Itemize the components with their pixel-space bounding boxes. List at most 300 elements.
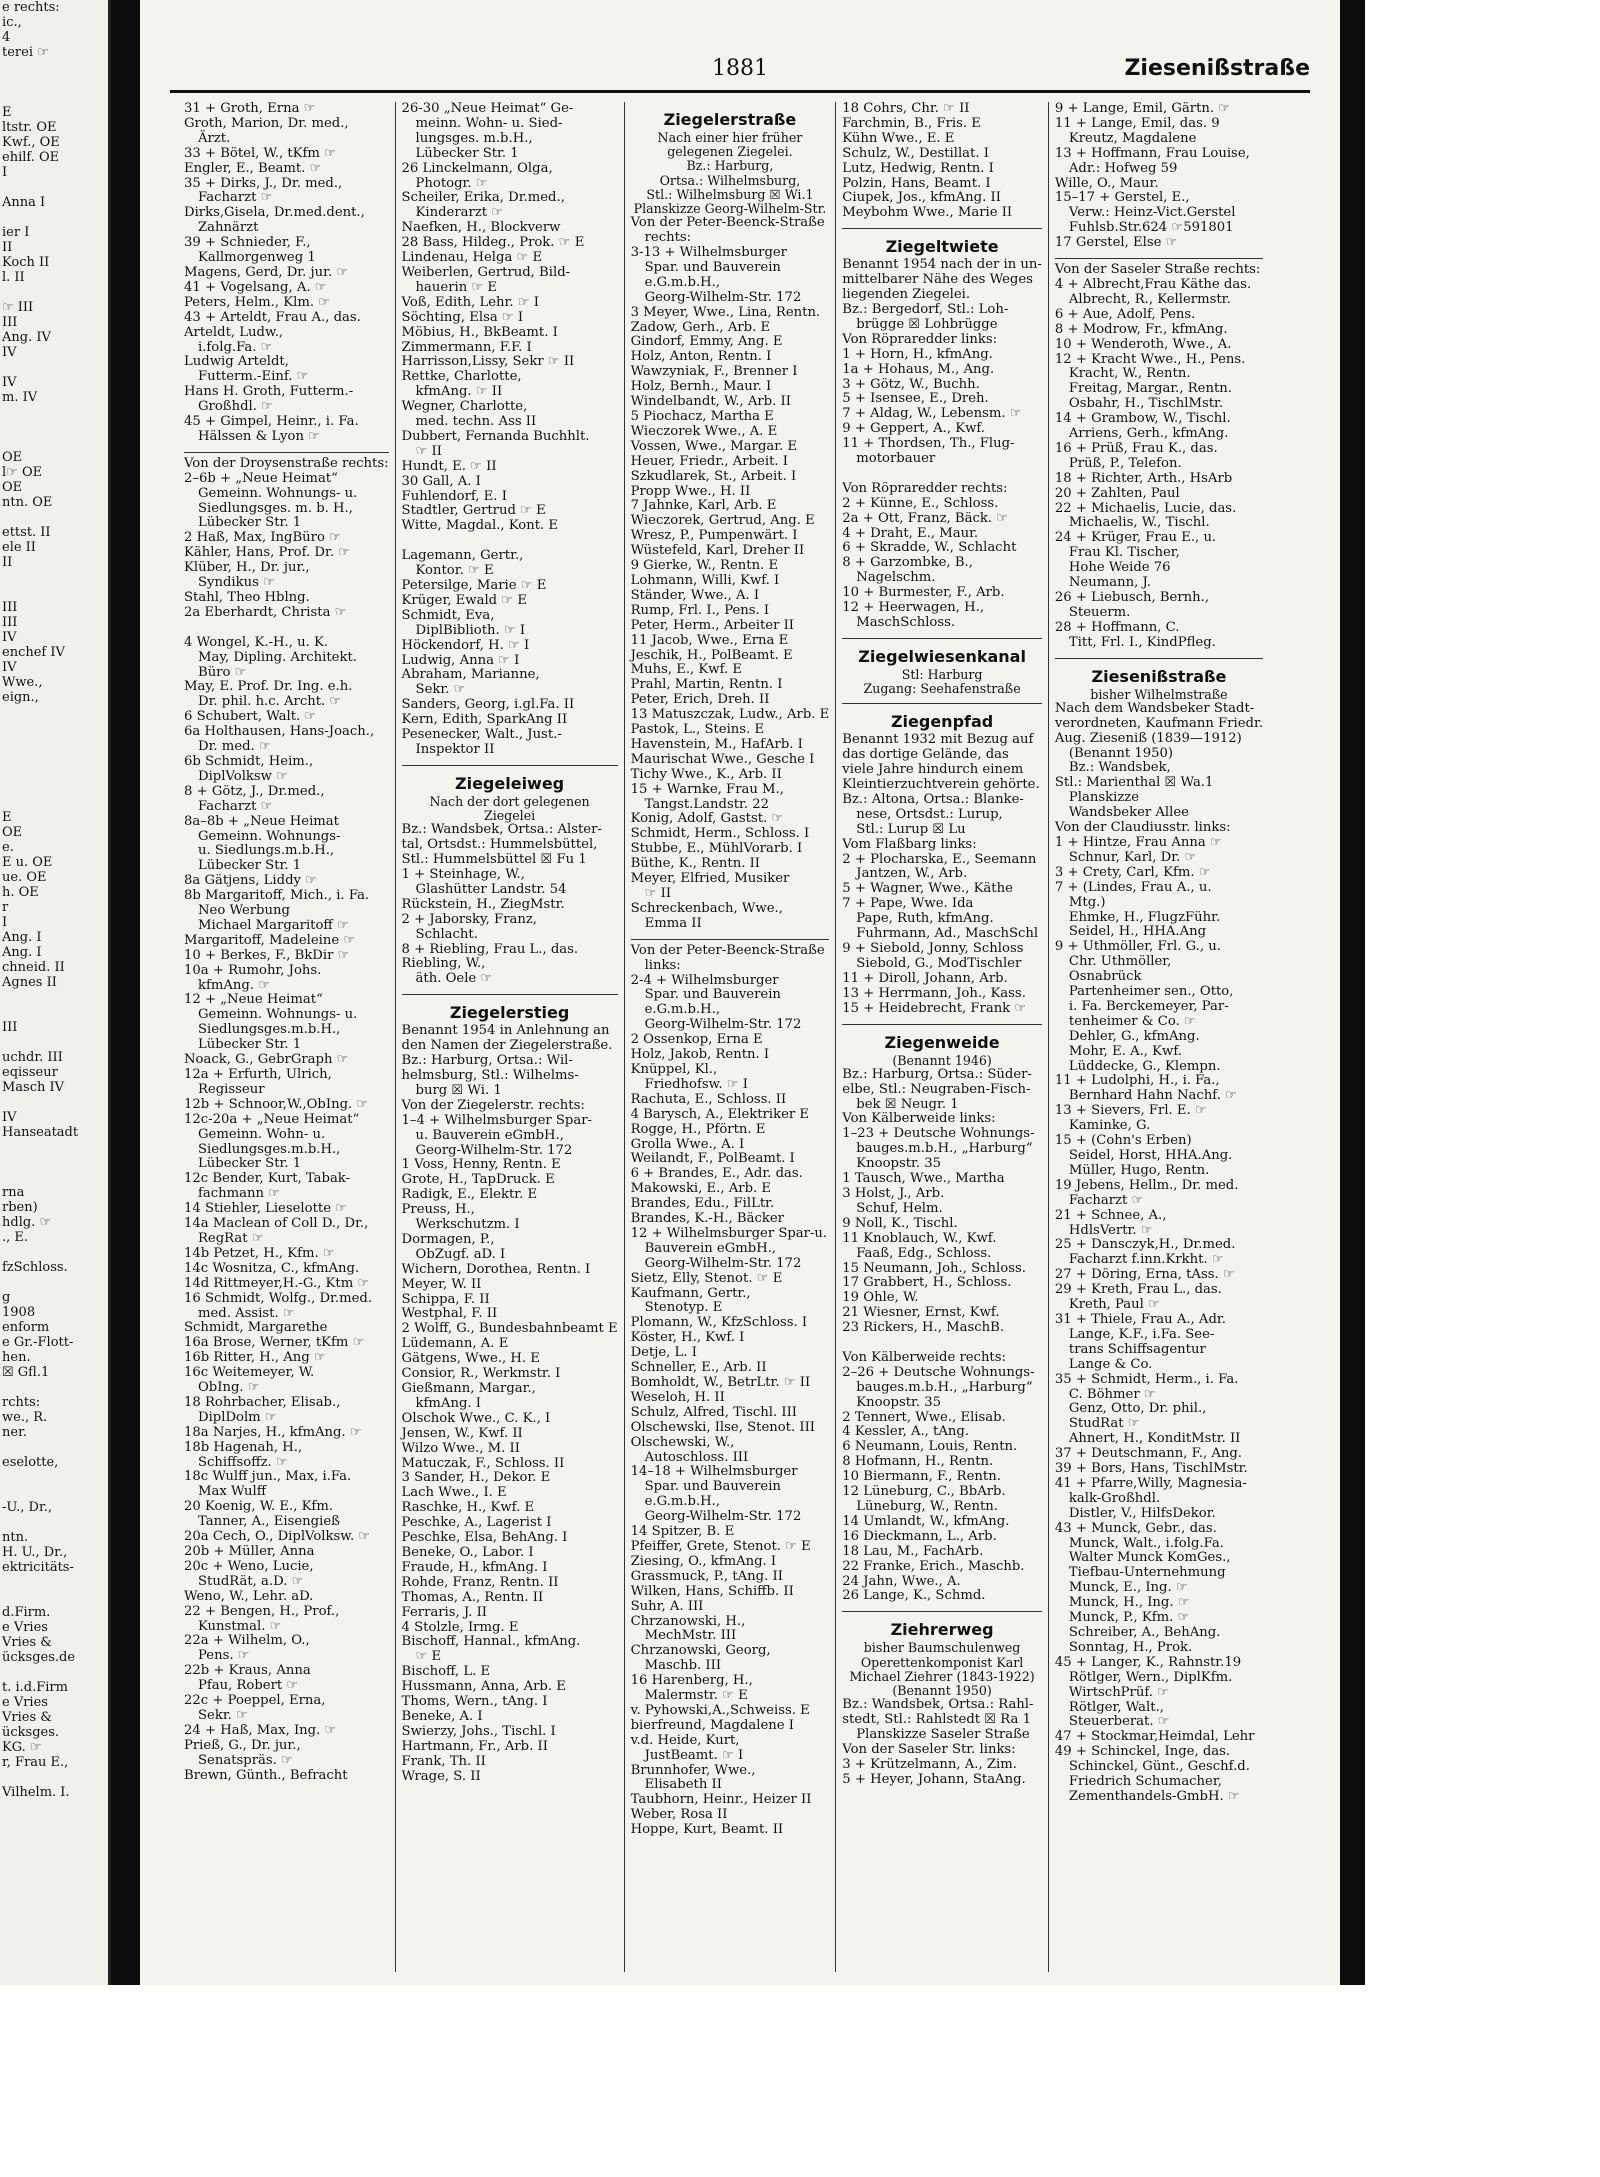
directory-entry: 22b + Kraus, Anna — [184, 1663, 311, 1679]
directory-entry: Partenheimer sen., Otto, — [1068, 984, 1234, 1000]
street-heading: Ziegenpfad — [890, 712, 994, 732]
left-page-fragment: III — [2, 615, 18, 630]
directory-entry: Harrisson,Lissy, Sekr ☞ II — [401, 354, 575, 370]
left-page-fragment: E — [2, 105, 12, 120]
left-page-fragment — [0, 765, 108, 780]
directory-entry: Stenotyp. E — [644, 1300, 723, 1316]
directory-entry: 45 + Gimpel, Heinr., i. Fa. — [184, 414, 359, 430]
directory-entry: Brewn, Günth., Befracht — [184, 1767, 348, 1783]
directory-entry: fachmann ☞ — [198, 1186, 280, 1202]
directory-entry: Noack, G., GebrGraph ☞ — [184, 1052, 349, 1068]
directory-entry: Stadtler, Gertrud ☞ E — [401, 503, 546, 519]
directory-entry: Wilzo Wwe., M. II — [401, 1440, 520, 1456]
left-page-fragment: terei ☞ — [2, 45, 49, 60]
directory-entry: Olschok Wwe., C. K., I — [401, 1410, 551, 1426]
left-page-fragment: ücksges.de — [2, 1650, 76, 1665]
directory-entry: 24 + Krüger, Frau E., u. — [1054, 530, 1217, 546]
directory-entry: 9 Noll, K., Tischl. — [842, 1215, 958, 1231]
directory-entry: Voß, Edith, Lehr. ☞ I — [401, 294, 539, 310]
directory-entry: Plomann, W., KfzSchloss. I — [630, 1315, 808, 1331]
directory-entry: 21 Wiesner, Ernst, Kwf. — [842, 1305, 1000, 1321]
directory-entry: Walter Munck KomGes., — [1068, 1550, 1231, 1566]
left-page-fragment — [0, 1005, 108, 1020]
directory-entry: 41 + Vogelsang, A. ☞ — [184, 279, 327, 295]
directory-entry: Bauverein eGmbH., — [644, 1240, 777, 1256]
directory-entry: Kinderarzt ☞ — [415, 205, 504, 221]
directory-entry: 28 + Hoffmann, C. — [1054, 619, 1180, 635]
directory-entry: motorbauer — [856, 451, 936, 467]
directory-entry: Steuerberat. ☞ — [1068, 1714, 1170, 1730]
directory-entry: JustBeamt. ☞ I — [644, 1747, 744, 1763]
directory-entry: 8a Gätjens, Liddy ☞ — [184, 873, 318, 889]
left-page-fragment: Hanseatadt — [2, 1125, 79, 1140]
directory-entry: Hoppe, Kurt, Beamt. II — [630, 1822, 784, 1838]
directory-entry: e.G.m.b.H., — [644, 1002, 721, 1018]
street-note: Planskizze Georg-Wilhelm-Str. — [633, 201, 827, 217]
directory-entry: Prüß, P., Telefon. — [1068, 455, 1182, 471]
directory-entry: 20b + Müller, Anna — [184, 1544, 315, 1559]
directory-entry: 25 + Dansczyk,H., Dr.med. — [1054, 1237, 1236, 1253]
directory-entry: tenheimer & Co. ☞ — [1068, 1013, 1196, 1029]
directory-entry: Hälssen & Lyon ☞ — [198, 428, 320, 444]
left-page-fragment: d.Firm. — [2, 1605, 51, 1620]
directory-entry: Friedrich Schumacher, — [1068, 1774, 1222, 1790]
directory-entry: ObZugf. aD. I — [415, 1246, 506, 1262]
directory-entry: 3 Sander, H., Dekor. E — [401, 1470, 551, 1486]
directory-entry: Lübecker Str. 1 — [198, 858, 302, 874]
left-page-fragment: IV — [2, 660, 17, 675]
directory-entry: Gemeinn. Wohnungs- — [198, 828, 341, 844]
directory-entry: Tiefbau-Unternehmung — [1068, 1565, 1226, 1581]
left-page-fragment: we., R. — [2, 1410, 48, 1425]
directory-entry: Benannt 1954 nach der in un- — [842, 257, 1042, 273]
directory-entry: Spar. und Bauverein — [644, 1479, 781, 1495]
left-page-fragment: Vries & — [2, 1710, 52, 1725]
directory-entry: Olschewski, W., — [630, 1434, 735, 1450]
directory-entry: 12 + Wilhelmsburger Spar-u. — [630, 1225, 828, 1241]
directory-entry: 10 Biermann, F., Rentn. — [842, 1469, 1001, 1485]
directory-entry: Raschke, H., Kwf. E — [401, 1500, 535, 1516]
directory-entry: stedt, Stl.: Rahlstedt ☒ Ra 1 — [842, 1712, 1031, 1728]
directory-entry: Ludwig Arteldt, — [184, 354, 289, 370]
left-page-fragment: eqisseur — [2, 1065, 58, 1080]
directory-entry: C. Böhmer ☞ — [1068, 1386, 1156, 1402]
left-page-fragment: e Vries — [2, 1620, 48, 1635]
directory-entry: WirtschPrüf. ☞ — [1068, 1684, 1169, 1700]
directory-entry: Georg-Wilhelm-Str. 172 — [644, 289, 802, 305]
directory-entry: brügge ☒ Lohbrügge — [856, 316, 998, 332]
directory-entry: 6a Holthausen, Hans-Joach., — [184, 724, 375, 740]
directory-entry: Meybohm Wwe., Marie II — [842, 205, 1013, 221]
directory-entry: Wresz, P., Pumpenwärt. I — [630, 528, 798, 544]
directory-entry: Von Röpraredder links: — [842, 331, 998, 347]
directory-entry: Kallmorgenweg 1 — [198, 250, 316, 266]
street-note: bisher Baumschulenweg — [863, 1640, 1021, 1656]
directory-entry: 26 + Liebusch, Bernh., — [1054, 590, 1210, 605]
directory-entry: 18 Rohrbacher, Elisab., — [184, 1394, 341, 1410]
directory-entry: Planskizze Saseler Straße — [856, 1726, 1030, 1742]
directory-entry: Lagemann, Gertr., — [401, 548, 524, 564]
left-page-fragment: fzSchloss. — [2, 1260, 68, 1275]
street-note: Nach einer hier früher — [657, 130, 803, 145]
directory-entry: 19 Jebens, Hellm., Dr. med. — [1054, 1177, 1239, 1193]
directory-entry: Wrage, S. II — [401, 1768, 481, 1784]
left-page-fragment: Vilhelm. I. — [2, 1785, 70, 1800]
directory-entry: Holz, Bernh., Maur. I — [630, 379, 772, 395]
directory-entry: Stahl, Theo Hblng. — [184, 590, 310, 605]
directory-entry: nese, Ortsdst.: Lurup, — [856, 806, 1003, 822]
directory-entry: Wegner, Charlotte, — [401, 399, 528, 415]
directory-entry: 14 Spitzer, B. E — [630, 1524, 735, 1540]
directory-entry: 6 + Brandes, E., Adr. das. — [630, 1166, 803, 1182]
left-page-fragment — [0, 405, 108, 420]
left-page-fragment: eselotte, — [2, 1455, 59, 1470]
directory-entry: Meyer, Elfried, Musiker — [630, 871, 790, 887]
directory-entry: 15 + Heidebrecht, Frank ☞ — [842, 1000, 1027, 1016]
directory-entry: 45 + Langer, K., Rahnstr.19 — [1054, 1654, 1242, 1670]
left-page-fragment: ner. — [2, 1425, 27, 1440]
left-page-fragment: ☞ III — [2, 300, 34, 315]
directory-entry: Von Kälberweide rechts: — [842, 1349, 1006, 1365]
directory-entry: Spar. und Bauverein — [644, 259, 781, 275]
directory-entry: Benannt 1954 in Anlehnung an — [401, 1023, 610, 1039]
directory-entry: Distler, V., HilfsDekor. — [1068, 1505, 1216, 1521]
street-note: gelegenen Ziegelei. — [667, 144, 793, 160]
directory-entry: Elisabeth II — [644, 1777, 722, 1793]
section-divider — [842, 638, 1042, 639]
directory-entry: Osnabrück — [1068, 969, 1142, 985]
left-page-fragment — [0, 1095, 108, 1110]
directory-entry: Zimmermann, F.F. I — [401, 339, 532, 355]
left-page-fragment: Wwe., — [2, 675, 43, 690]
directory-entry: Grolla Wwe., A. I — [630, 1136, 745, 1152]
directory-entry: Wille, O., Maur. — [1054, 175, 1159, 191]
directory-column — [1049, 102, 1269, 1972]
left-page-fragment — [0, 990, 108, 1005]
directory-entry: 35 + Dirks, J., Dr. med., — [184, 175, 343, 191]
directory-entry: Szkudlarek, St., Arbeit. I — [630, 468, 797, 484]
directory-entry: 29 + Kreth, Frau L., das. — [1054, 1282, 1222, 1298]
directory-entry: Wawzyniak, F., Brenner I — [630, 364, 798, 380]
directory-entry: 2-4 + Wilhelmsburger — [630, 972, 779, 988]
directory-entry: 22 + Michaelis, Lucie, das. — [1054, 500, 1237, 516]
directory-entry: 20 + Zahlten, Paul — [1054, 485, 1180, 501]
directory-entry: Naefken, H., Blockverw — [401, 220, 561, 236]
directory-entry: Ahnert, H., KonditMstr. II — [1068, 1431, 1241, 1447]
directory-entry: Peter, Herm., Arbeiter II — [630, 617, 795, 633]
directory-entry: 16 Schmidt, Wolfg., Dr.med. — [184, 1290, 373, 1306]
left-page-fragment: r — [2, 900, 9, 915]
directory-entry: 20 Koenig, W. E., Kfm. — [184, 1499, 334, 1515]
directory-entry: 12 + Heerwagen, H., — [842, 600, 985, 616]
left-page-fragment: ücksges. — [2, 1725, 60, 1740]
directory-entry: Facharzt f.inn.Krkht. ☞ — [1068, 1252, 1224, 1268]
directory-entry: Neumann, J. — [1068, 575, 1151, 591]
directory-entry: 6b Schmidt, Heim., — [184, 753, 314, 769]
directory-entry: Nach dem Wandsbeker Stadt- — [1054, 700, 1255, 716]
left-page-fragment: rben) — [2, 1200, 38, 1215]
directory-entry: Siedlungsges.m.b.H., — [198, 1022, 341, 1038]
left-page-fragment: r, Frau E., — [2, 1755, 69, 1770]
directory-entry: Kreth, Paul ☞ — [1068, 1297, 1160, 1313]
directory-entry: Bz.: Bergedorf, Stl.: Loh- — [842, 301, 1009, 317]
left-page-fragment: IV — [2, 1110, 17, 1125]
left-page-fragment: 1908 — [2, 1305, 36, 1320]
directory-entry: StudRat ☞ — [1068, 1416, 1140, 1432]
directory-entry: 7 + Aldag, W., Lebensm. ☞ — [842, 406, 1022, 422]
left-page-fragment — [0, 75, 108, 90]
street-note: bisher Wilhelmstraße — [1090, 686, 1228, 702]
directory-entry: den Namen der Ziegelerstraße. — [401, 1038, 613, 1054]
left-page-fragment: ehilf. OE — [2, 150, 60, 165]
directory-entry: Kern, Edith, SparkAng II — [401, 712, 568, 728]
directory-entry: Rohde, Franz, Rentn. II — [401, 1574, 559, 1590]
left-page-fragment: H. U., Dr., — [2, 1545, 68, 1560]
directory-entry: Seidel, Horst, HHA.Ang. — [1068, 1148, 1233, 1164]
directory-entry: Chrzanowski, Georg, — [630, 1643, 771, 1659]
directory-entry: Tangst.Landstr. 22 — [644, 796, 770, 812]
directory-entry: Bomholdt, W., BetrLtr. ☞ II — [630, 1375, 811, 1390]
directory-entry: Hussmann, Anna, Arb. E — [401, 1679, 566, 1695]
directory-entry: Bz.: Altona, Ortsa.: Blanke- — [842, 791, 1024, 807]
header-rule — [170, 90, 1310, 93]
left-page-fragment — [0, 1590, 108, 1605]
directory-entry: Thoms, Wern., tAng. I — [401, 1694, 548, 1710]
directory-entry: 39 + Schnieder, F., — [184, 235, 311, 251]
directory-entry: 18c Wulff jun., Max, i.Fa. — [184, 1469, 352, 1485]
left-page-fragment — [0, 705, 108, 720]
directory-entry: Hans H. Groth, Futterm.- — [184, 384, 354, 400]
left-page-fragment: chneid. II — [2, 960, 65, 975]
directory-entry: 12a + Erfurth, Ulrich, — [184, 1067, 332, 1082]
left-page-fragment: ier I — [2, 225, 30, 240]
left-page-fragment: Ang. IV — [2, 330, 51, 345]
directory-entry: Neo Werbung — [198, 903, 290, 919]
directory-entry: Petersilge, Marie ☞ E — [401, 578, 547, 593]
left-page-fragment — [0, 780, 108, 795]
directory-entry: 16 Harenberg, H., — [630, 1673, 753, 1689]
directory-entry: Prahl, Martin, Rentn. I — [630, 677, 783, 693]
directory-entry: Bernhard Hahn Nachf. ☞ — [1068, 1088, 1237, 1104]
directory-entry: Rötlger, Walt., — [1068, 1699, 1164, 1715]
left-page-fragment: hdlg. ☞ — [2, 1215, 52, 1230]
directory-entry: Stl.: Hummelsbüttel ☒ Fu 1 — [401, 852, 587, 868]
street-heading: Ziegeltwiete — [885, 237, 999, 257]
directory-entry: Gemeinn. Wohnungs- u. — [198, 1007, 358, 1023]
directory-entry: Wilken, Hans, Schiffb. II — [630, 1583, 794, 1599]
left-page-fragment: KG. ☞ — [2, 1740, 42, 1755]
directory-column — [178, 102, 396, 1972]
directory-entry: i. Fa. Berckemeyer, Par- — [1068, 998, 1229, 1014]
directory-entry: 22c + Poeppel, Erna, — [184, 1693, 326, 1709]
directory-entry: 14d Rittmeyer,H.-G., Ktm ☞ — [184, 1275, 370, 1291]
left-page-fragment — [0, 585, 108, 600]
directory-entry: Brandes, K.-H., Bäcker — [630, 1211, 784, 1227]
directory-entry: 2 Wolff, G., Bundesbahnbeamt E — [401, 1321, 618, 1337]
directory-entry: Olschewski, Ilse, Stenot. III — [630, 1419, 815, 1435]
directory-entry: 1a + Hohaus, M., Ang. — [842, 361, 995, 377]
directory-entry: Zahnärzt — [198, 220, 259, 236]
directory-entry: Witte, Magdal., Kont. E — [401, 518, 559, 534]
directory-entry: liegenden Ziegelei. — [842, 287, 971, 303]
directory-entry: 1 + Steinhage, W., — [401, 867, 525, 882]
directory-entry: Munck, H., Ing. ☞ — [1068, 1595, 1190, 1611]
directory-entry: Swierzy, Johs., Tischl. I — [401, 1723, 556, 1739]
directory-entry: Kunstmal. ☞ — [198, 1618, 282, 1634]
directory-entry: Gießmann, Margar., — [401, 1381, 536, 1396]
directory-entry: elbe, Stl.: Neugraben-Fisch- — [842, 1081, 1031, 1097]
left-page-fragment — [0, 1515, 108, 1530]
directory-entry: 15 Neumann, Joh., Schloss. — [842, 1260, 1026, 1276]
directory-entry: Syndikus ☞ — [198, 575, 275, 591]
left-page-fragment: 4 — [2, 30, 11, 45]
directory-entry: 4 Wongel, K.-H., u. K. — [184, 634, 329, 650]
directory-entry: Spar. und Bauverein — [644, 987, 781, 1003]
directory-entry: Wieczorek Wwe., A. E — [630, 423, 778, 439]
directory-entry: Knoopstr. 35 — [856, 1156, 942, 1172]
section-divider — [631, 939, 830, 940]
directory-entry: verordneten, Kaufmann Friedr. — [1054, 715, 1264, 731]
left-page-fragment: eign., — [2, 690, 39, 705]
directory-entry: Schippa, F. II — [401, 1291, 490, 1307]
directory-entry: Aug. Ziesenіß (1839—1912) — [1054, 730, 1242, 746]
directory-entry: Von Kälberweide links: — [842, 1111, 996, 1127]
left-page-fragment — [0, 360, 108, 375]
section-divider — [184, 452, 389, 453]
directory-entry: Holz, Jakob, Rentn. I — [630, 1047, 770, 1063]
directory-entry: Beneke, O., Labor. I — [401, 1544, 534, 1560]
directory-entry: Knoopstr. 35 — [856, 1394, 942, 1410]
directory-entry: Büthe, K., Rentn. II — [630, 856, 761, 872]
directory-entry: bauges.m.b.H., „Harburg“ — [856, 1379, 1033, 1395]
directory-entry: Georg-Wilhelm-Str. 172 — [644, 1017, 802, 1033]
directory-entry: Facharzt ☞ — [1068, 1192, 1144, 1208]
directory-entry: 10 + Burmester, F., Arb. — [842, 585, 1005, 601]
directory-entry: DiplVolksw ☞ — [198, 768, 288, 784]
directory-entry: Lüddecke, G., Klempn. — [1068, 1058, 1221, 1074]
left-page-fragment: ic., — [2, 15, 22, 30]
directory-entry: med. Assist. ☞ — [198, 1305, 295, 1321]
left-page-fragment — [0, 1470, 108, 1485]
directory-entry: Bz.: Harburg, Ortsa.: Wil- — [401, 1053, 573, 1069]
directory-entry: Dr. med. ☞ — [198, 739, 271, 755]
left-page-fragment: IV — [2, 345, 17, 360]
directory-entry: Meyer, W. II — [401, 1276, 482, 1292]
directory-entry: Schinckel, Günt., Geschf.d. — [1068, 1759, 1250, 1775]
directory-entry: Hartmann, Fr., Arb. II — [401, 1738, 548, 1754]
directory-entry: Beneke, A. I — [401, 1708, 483, 1724]
directory-entry: Wichern, Dorothea, Rentn. I — [401, 1261, 591, 1277]
directory-entry: Hundt, E. ☞ II — [401, 458, 497, 474]
directory-entry: Jeschik, H., PolBeamt. E — [630, 647, 793, 663]
directory-entry: Adr.: Hofweg 59 — [1068, 160, 1178, 176]
left-page-fragment: I — [2, 915, 8, 930]
section-divider — [842, 703, 1042, 704]
directory-entry: 28 Bass, Hildeg., Prok. ☞ E — [401, 235, 585, 251]
directory-entry: Radigk, E., Elektr. E — [401, 1187, 538, 1203]
directory-entry: Lange, K.F., i.Fa. See- — [1068, 1326, 1215, 1342]
section-divider — [402, 765, 618, 766]
left-page-fragment — [0, 1380, 108, 1395]
left-page-fragment — [0, 1170, 108, 1185]
directory-entry: Werkschutzm. I — [415, 1217, 520, 1233]
directory-entry: Konig, Adolf, Gastst. ☞ — [630, 811, 784, 827]
directory-entry: Westphal, F. II — [401, 1306, 498, 1322]
left-page-fragment — [0, 60, 108, 75]
directory-entry: Büro ☞ — [198, 664, 247, 680]
directory-entry: Hohe Weide 76 — [1068, 560, 1171, 576]
directory-entry: Kracht, W., Rentn. — [1068, 366, 1191, 382]
directory-entry: 1 Tausch, Wwe., Martha — [842, 1171, 1005, 1187]
directory-entry: Consior, R., Werkmstr. I — [401, 1366, 561, 1382]
directory-entry: Zementhandels-GmbH. ☞ — [1068, 1788, 1240, 1804]
directory-entry: Von der Peter-Beenck-Straße — [630, 942, 825, 958]
directory-entry: meinn. Wohn- u. Sied- — [415, 115, 563, 131]
directory-entry: 22 + Bengen, H., Prof., — [184, 1603, 340, 1619]
directory-entry: Georg-Wilhelm-Str. 172 — [415, 1142, 573, 1158]
directory-entry: Inspektor II — [415, 741, 495, 757]
directory-entry: Steuerm. — [1068, 604, 1131, 620]
directory-entry: Farchmin, B., Fris. E — [842, 115, 981, 131]
directory-entry: 3 Meyer, Wwe., Lina, Rentn. — [630, 304, 821, 320]
directory-entry: Matuczak, F., Schloss. II — [401, 1455, 565, 1471]
directory-entry: Grassmuck, P., tAng. II — [630, 1568, 783, 1584]
directory-entry: 2–6b + „Neue Heimat“ — [184, 470, 338, 486]
directory-entry: 43 + Arteldt, Frau A., das. — [184, 309, 361, 325]
directory-entry: 16c Weitemeyer, W. — [184, 1365, 315, 1381]
directory-entry: Friedhofsw. ☞ I — [644, 1076, 748, 1092]
left-page-fragment: e Gr.-Flott- — [2, 1335, 74, 1350]
directory-entry: Scheiler, Erika, Dr.med., — [401, 190, 565, 206]
left-page-fragment: e Vries — [2, 1695, 48, 1710]
street-note: Michael Ziehrer (1843-1922) — [849, 1668, 1035, 1684]
directory-entry: Fuhlendorf, E. I — [401, 488, 507, 504]
section-divider — [842, 1024, 1042, 1025]
directory-entry: Pens. ☞ — [198, 1648, 250, 1664]
left-page-fragment: enform — [2, 1320, 50, 1335]
directory-entry: 14 + Grambow, W., Tischl. — [1054, 411, 1231, 427]
directory-entry: Engler, E., Beamt. ☞ — [184, 160, 322, 176]
directory-entry: Sekr. ☞ — [415, 682, 466, 698]
directory-entry: Margaritoff, Madeleine ☞ — [184, 932, 356, 948]
directory-entry: 2 Ossenkop, Erna E — [630, 1032, 763, 1048]
directory-entry: Dormagen, P., — [401, 1231, 495, 1247]
directory-entry: 6 Neumann, Louis, Rentn. — [842, 1439, 1018, 1455]
left-page-fragment: IV — [2, 375, 17, 390]
directory-entry: Schmidt, Herm., Schloss. I — [630, 826, 810, 842]
directory-entry: Sanders, Georg, i.gl.Fa. II — [401, 697, 575, 713]
directory-entry: Bz.: Harburg, Ortsa.: Süder- — [842, 1066, 1032, 1082]
directory-entry: links: — [644, 957, 681, 973]
directory-column — [836, 102, 1049, 1972]
directory-entry: Albrecht, R., Kellermstr. — [1068, 291, 1231, 307]
directory-entry: 18 Lau, M., FachArb. — [842, 1543, 984, 1559]
directory-entry: Lübecker Str. 1 — [415, 145, 519, 161]
directory-entry: 16a Brose, Werner, tKfm ☞ — [184, 1335, 365, 1351]
directory-entry: med. techn. Ass II — [415, 414, 537, 430]
directory-entry: 14 Stiehler, Lieselotte ☞ — [184, 1201, 348, 1217]
directory-entry: Seidel, H., HHA.Ang — [1068, 924, 1207, 940]
directory-entry: 12 Lüneburg, C., BbArb. — [842, 1484, 1006, 1500]
directory-entry — [842, 467, 1042, 482]
directory-entry: 2 + Künne, E., Schloss. — [842, 495, 999, 511]
directory-entry: Facharzt ☞ — [198, 190, 273, 206]
left-page-fragment: ☒ Gfl.1 — [2, 1365, 50, 1380]
directory-entry: Gemeinn. Wohn- u. — [198, 1126, 326, 1142]
directory-entry: mittelbarer Nähe des Weges — [842, 272, 1033, 288]
directory-entry: Dirks,Gisela, Dr.med.dent., — [184, 205, 365, 221]
directory-entry: 22a + Wilhelm, O., — [184, 1633, 310, 1649]
